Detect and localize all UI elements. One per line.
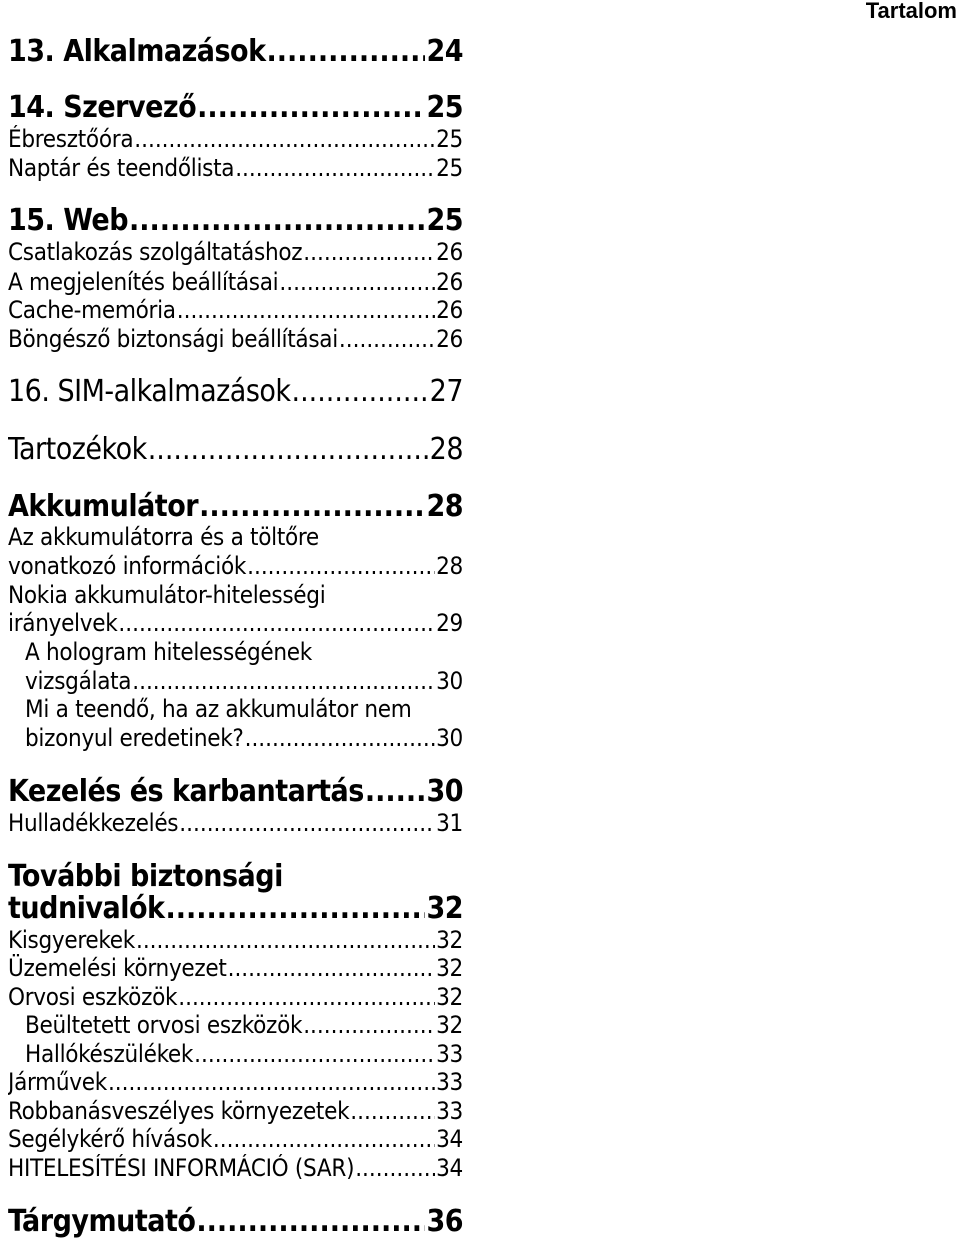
toc-entry-label: 15. Web (8, 203, 129, 238)
dot-leader (228, 954, 436, 982)
dot-leader (108, 1068, 435, 1096)
dot-leader (136, 926, 435, 954)
dot-leader (118, 609, 435, 637)
dot-leader (303, 238, 435, 266)
toc-page-number: 27 (429, 374, 463, 409)
toc-entry-label: HITELESÍTÉSI INFORMÁCIÓ (SAR) (8, 1154, 355, 1182)
toc-entry-chapter[interactable] (8, 1204, 463, 1239)
toc-page-number: 36 (426, 1204, 463, 1239)
toc-entry-label: Böngésző biztonsági beállításai (8, 325, 338, 353)
dot-leader (235, 154, 435, 182)
toc-page-number: 25 (426, 90, 463, 125)
dot-leader (197, 90, 425, 125)
toc-entry-label-line1: Nokia akkumulátor-hitelességi (8, 581, 326, 609)
dot-leader (134, 125, 435, 153)
toc-entry-section[interactable] (8, 1068, 463, 1096)
toc-page-number: 32 (436, 983, 463, 1011)
toc-page-number: 32 (436, 1011, 463, 1039)
dot-leader (129, 203, 425, 238)
dot-leader (303, 1011, 435, 1039)
dot-leader (350, 1097, 435, 1125)
toc-entry-chapter[interactable] (8, 432, 463, 467)
dot-leader (365, 774, 426, 809)
toc-entry-label: Akkumulátor (8, 489, 199, 524)
toc-page-number: 32 (436, 926, 463, 954)
toc-entry-section[interactable] (8, 1125, 463, 1153)
toc-entry-chapter[interactable] (8, 90, 463, 125)
toc-entry-section[interactable] (8, 268, 463, 296)
toc-entry-label: vonatkozó információk (8, 552, 247, 580)
toc-entry-label: irányelvek (8, 609, 118, 637)
dot-leader (196, 1204, 425, 1239)
dot-leader (292, 374, 429, 409)
dot-leader (179, 809, 435, 837)
toc-entry-section[interactable] (8, 809, 463, 837)
toc-page-number: 32 (426, 891, 463, 926)
toc-entry-chapter[interactable] (8, 774, 463, 809)
toc-entry-section[interactable] (8, 296, 463, 324)
toc-page-number: 34 (436, 1125, 463, 1153)
dot-leader (355, 1154, 435, 1182)
dot-leader (339, 325, 435, 353)
toc-entry-subsection[interactable] (25, 1011, 463, 1039)
toc-entry-label: Kezelés és karbantartás (8, 774, 364, 809)
toc-entry-chapter[interactable] (8, 489, 463, 524)
toc-entry-subsection[interactable] (25, 1040, 463, 1068)
dot-leader (178, 983, 435, 1011)
toc-page-number: 25 (436, 154, 463, 182)
toc-entry-section[interactable] (8, 983, 463, 1011)
toc-page-number: 24 (426, 34, 463, 69)
toc-entry-label: Beültetett orvosi eszközök (25, 1011, 303, 1039)
toc-page-number: 33 (436, 1097, 463, 1125)
toc-page-number: 25 (436, 125, 463, 153)
toc-entry-label: Hallókészülékek (25, 1040, 194, 1068)
toc-entry-label: Cache-memória (8, 296, 176, 324)
toc-page-number: 34 (436, 1154, 463, 1182)
toc-entry-label: Kisgyerekek (8, 926, 135, 954)
dot-leader (279, 268, 435, 296)
dot-leader (194, 1040, 435, 1068)
toc-entry-section[interactable] (8, 238, 463, 266)
toc-entry-subsection[interactable] (25, 724, 463, 752)
toc-entry-section[interactable] (8, 926, 463, 954)
toc-page-number: 25 (426, 203, 463, 238)
toc-entry-subsection[interactable] (25, 667, 463, 695)
toc-entry-section[interactable] (8, 552, 463, 580)
toc-page-number: 26 (436, 268, 463, 296)
toc-page-number: 30 (426, 774, 463, 809)
toc-entry-label: tudnivalók (8, 891, 165, 926)
toc-entry-section[interactable] (8, 609, 463, 637)
toc-page-number: 26 (436, 325, 463, 353)
toc-page-number: 26 (436, 296, 463, 324)
toc-entry-label: Segélykérő hívások (8, 1125, 212, 1153)
toc-entry-chapter[interactable] (8, 203, 463, 238)
toc-entry-section[interactable] (8, 325, 463, 353)
toc-entry-label: Tárgymutató (8, 1204, 196, 1239)
toc-page-number: 33 (436, 1040, 463, 1068)
dot-leader (148, 432, 429, 467)
toc-page-number: 28 (426, 489, 463, 524)
toc-page-number: 30 (436, 724, 463, 752)
toc-entry-label: A megjelenítés beállításai (8, 268, 279, 296)
toc-entry-section[interactable] (8, 154, 463, 182)
toc-entry-chapter[interactable] (8, 374, 463, 409)
toc-page-number: 31 (436, 809, 463, 837)
dot-leader (213, 1125, 435, 1153)
toc-entry-label-line1: További biztonsági (8, 859, 283, 894)
dot-leader (267, 34, 426, 69)
toc-entry-label: Ébresztőóra (8, 125, 134, 153)
dot-leader (247, 552, 435, 580)
toc-entry-label: bizonyul eredetinek? (25, 724, 244, 752)
toc-entry-label: Üzemelési környezet (8, 954, 227, 982)
toc-entry-label: Hulladékkezelés (8, 809, 179, 837)
toc-entry-section[interactable] (8, 1154, 463, 1182)
toc-page-number: 28 (436, 552, 463, 580)
toc-page-number: 28 (429, 432, 463, 467)
toc-entry-chapter[interactable] (8, 891, 463, 926)
toc-entry-section[interactable] (8, 1097, 463, 1125)
toc-entry-label: 16. SIM-alkalmazások (8, 374, 291, 409)
dot-leader (132, 667, 435, 695)
toc-page-number: 26 (436, 238, 463, 266)
toc-entry-section[interactable] (8, 125, 463, 153)
toc-page-number: 30 (436, 667, 463, 695)
toc-entry-label: Naptár és teendőlista (8, 154, 235, 182)
toc-entry-section[interactable] (8, 954, 463, 982)
toc-entry-label: 14. Szervező (8, 90, 197, 125)
dot-leader (177, 296, 435, 324)
page-header-title: Tartalom (865, 0, 957, 23)
toc-entry-label: Robbanásveszélyes környezetek (8, 1097, 350, 1125)
toc-entry-label: Csatlakozás szolgáltatáshoz (8, 238, 303, 266)
toc-page-number: 33 (436, 1068, 463, 1096)
dot-leader (165, 891, 425, 926)
toc-entry-label-line1: Mi a teendő, ha az akkumulátor nem (25, 695, 412, 723)
toc-page-number: 32 (436, 954, 463, 982)
toc-entry-label-line1: Az akkumulátorra és a töltőre (8, 523, 319, 551)
toc-entry-label: Tartozékok (8, 432, 147, 467)
toc-entry-label: Járművek (8, 1068, 107, 1096)
toc-entry-label: Orvosi eszközök (8, 983, 178, 1011)
toc-entry-label-line1: A hologram hitelességének (25, 638, 312, 666)
toc-entry-label: vizsgálata (25, 667, 132, 695)
dot-leader (245, 724, 436, 752)
toc-page-number: 29 (436, 609, 463, 637)
toc-entry-label: 13. Alkalmazások (8, 34, 266, 69)
toc-entry-chapter[interactable] (8, 34, 463, 69)
dot-leader (199, 489, 425, 524)
